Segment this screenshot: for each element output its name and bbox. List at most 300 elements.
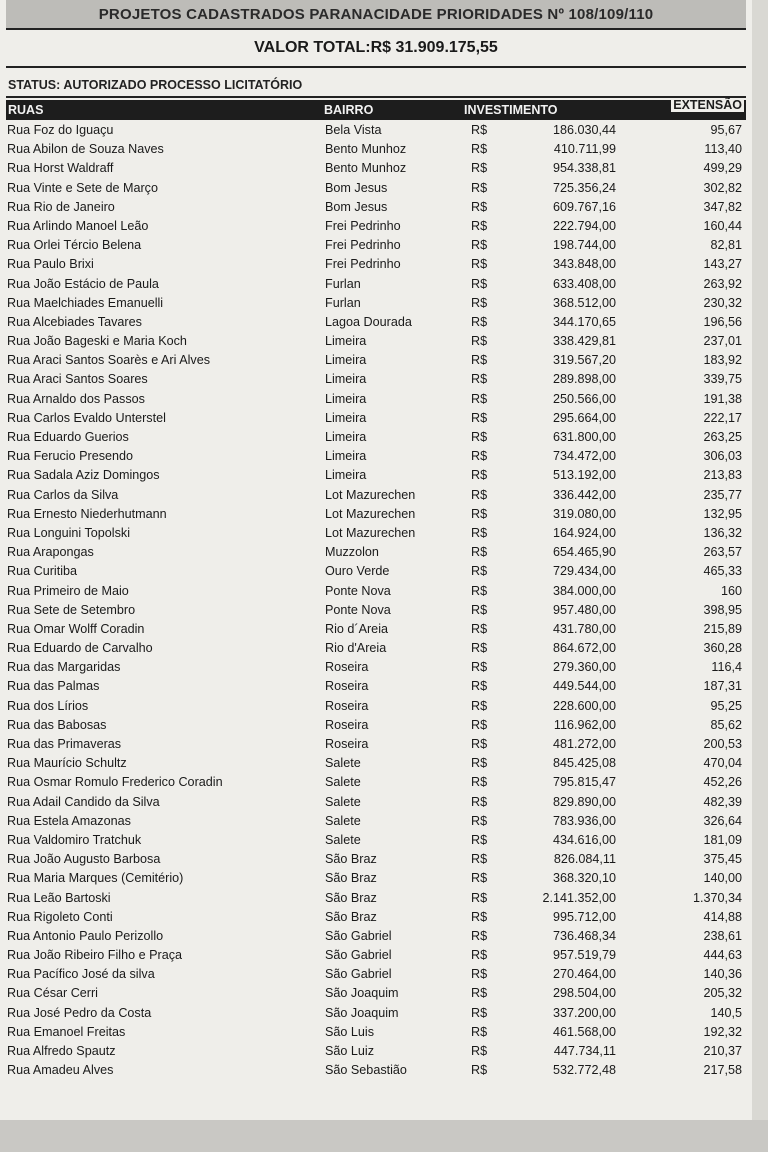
cell-extensao: 230,32 bbox=[703, 295, 742, 310]
cell-investimento: 434.616,00 bbox=[552, 832, 616, 847]
cell-investimento: 447.734,11 bbox=[553, 1044, 616, 1058]
table-row bbox=[0, 831, 752, 850]
table-row bbox=[0, 159, 752, 178]
cell-rua: Rua Arapongas bbox=[7, 545, 94, 560]
cell-investimento: 957.480,00 bbox=[552, 602, 616, 617]
cell-investimento: 270.464,00 bbox=[552, 967, 616, 982]
cell-rua: Rua dos Lírios bbox=[7, 698, 89, 713]
table-row bbox=[0, 697, 752, 716]
table-row bbox=[0, 582, 752, 601]
table-row bbox=[0, 984, 752, 1003]
cell-bairro: Roseira bbox=[325, 679, 369, 694]
cell-rua: Rua Abilon de Souza Naves bbox=[7, 142, 164, 157]
cell-extensao: 160 bbox=[720, 583, 742, 598]
table-row bbox=[0, 332, 752, 351]
cell-investimento: 845.425,08 bbox=[552, 756, 616, 771]
cell-bairro: São Braz bbox=[325, 871, 377, 886]
cell-investimento: 343.848,00 bbox=[552, 257, 616, 272]
cell-investimento: 164.924,00 bbox=[552, 525, 616, 540]
cell-rua: Rua Estela Amazonas bbox=[7, 813, 131, 828]
cell-extensao: 143,27 bbox=[703, 257, 742, 272]
cell-rua: Rua Osmar Romulo Frederico Coradin bbox=[7, 775, 223, 790]
cell-extensao: 136,32 bbox=[703, 525, 742, 540]
background bbox=[0, 1120, 768, 1152]
cell-extensao: 210,37 bbox=[703, 1044, 742, 1058]
cell-investimento: 368.320,10 bbox=[552, 871, 616, 886]
cell-extensao: 470,04 bbox=[703, 756, 742, 771]
total-value: VALOR TOTAL:R$ 31.909.175,55 bbox=[6, 30, 746, 68]
cell-investimento: 344.170,65 bbox=[552, 314, 616, 329]
cell-currency: R$ bbox=[471, 545, 488, 560]
cell-currency: R$ bbox=[471, 852, 488, 867]
cell-extensao: 217,58 bbox=[703, 1063, 742, 1078]
column-header-ruas: RUAS bbox=[8, 103, 44, 117]
cell-bairro: São Joaquim bbox=[325, 986, 399, 1001]
cell-bairro: Rio d'Areia bbox=[325, 641, 387, 656]
cell-investimento: 795.815,47 bbox=[552, 775, 616, 790]
cell-currency: R$ bbox=[471, 928, 488, 943]
cell-investimento: 289.898,00 bbox=[552, 372, 616, 387]
cell-investimento: 279.360,00 bbox=[552, 660, 616, 675]
cell-rua: Rua Carlos da Silva bbox=[7, 487, 119, 502]
cell-bairro: Frei Pedrinho bbox=[325, 257, 401, 272]
cell-investimento: 481.272,00 bbox=[552, 737, 616, 751]
cell-bairro: Salete bbox=[325, 832, 361, 847]
cell-rua: Rua Maelchiades Emanuelli bbox=[7, 295, 164, 310]
column-header-extensao: EXTENSÃO bbox=[673, 98, 742, 112]
cell-extensao: 222,17 bbox=[703, 410, 742, 425]
cell-bairro: Limeira bbox=[325, 353, 367, 368]
table-body bbox=[0, 121, 752, 1080]
table-row bbox=[0, 524, 752, 543]
cell-rua: Rua Leão Bartoski bbox=[7, 890, 111, 905]
cell-extensao: 499,29 bbox=[703, 161, 742, 176]
cell-extensao: 465,33 bbox=[703, 564, 742, 579]
divider bbox=[6, 96, 746, 98]
cell-bairro: Bento Munhoz bbox=[325, 142, 407, 157]
cell-bairro: São Gabriel bbox=[325, 948, 392, 963]
cell-currency: R$ bbox=[471, 717, 488, 732]
table-row bbox=[0, 773, 752, 792]
table-row bbox=[0, 850, 752, 869]
cell-extensao: 375,45 bbox=[703, 852, 742, 867]
cell-investimento: 783.936,00 bbox=[552, 813, 616, 828]
cell-currency: R$ bbox=[471, 410, 488, 425]
cell-extensao: 1.370,34 bbox=[692, 890, 742, 905]
table-row bbox=[0, 754, 752, 773]
cell-investimento: 198.744,00 bbox=[552, 238, 616, 253]
cell-investimento: 319.567,20 bbox=[552, 353, 616, 368]
cell-investimento: 250.566,00 bbox=[552, 391, 616, 406]
cell-extensao: 140,5 bbox=[710, 1005, 742, 1020]
cell-currency: R$ bbox=[471, 391, 488, 406]
cell-investimento: 431.780,00 bbox=[552, 621, 616, 636]
cell-rua: Rua Sete de Setembro bbox=[7, 602, 136, 617]
cell-bairro: Ponte Nova bbox=[325, 583, 391, 598]
table-row bbox=[0, 735, 752, 754]
table-row bbox=[0, 370, 752, 389]
cell-extensao: 302,82 bbox=[703, 180, 742, 195]
cell-rua: Rua Sadala Aziz Domingos bbox=[7, 468, 160, 483]
cell-currency: R$ bbox=[471, 737, 488, 751]
cell-rua: Rua Maria Marques (Cemitério) bbox=[7, 871, 184, 886]
cell-bairro: Salete bbox=[325, 794, 361, 809]
cell-investimento: 826.084,11 bbox=[553, 852, 616, 867]
table-row bbox=[0, 543, 752, 562]
cell-extensao: 237,01 bbox=[703, 334, 742, 349]
cell-bairro: São Luis bbox=[325, 1024, 375, 1039]
cell-currency: R$ bbox=[471, 1005, 488, 1020]
cell-rua: Rua Eduardo Guerios bbox=[7, 430, 129, 444]
cell-investimento: 384.000,00 bbox=[552, 583, 616, 598]
cell-extensao: 140,36 bbox=[703, 967, 742, 982]
table-row bbox=[0, 447, 752, 466]
cell-currency: R$ bbox=[471, 679, 488, 694]
cell-rua: Rua das Palmas bbox=[7, 679, 100, 694]
table-row bbox=[0, 294, 752, 313]
cell-currency: R$ bbox=[471, 948, 488, 963]
cell-currency: R$ bbox=[471, 890, 488, 905]
cell-currency: R$ bbox=[471, 756, 488, 771]
cell-extensao: 339,75 bbox=[703, 372, 742, 387]
table-row bbox=[0, 236, 752, 255]
table-row bbox=[0, 658, 752, 677]
cell-investimento: 449.544,00 bbox=[552, 679, 616, 694]
cell-extensao: 140,00 bbox=[703, 871, 742, 886]
cell-extensao: 263,92 bbox=[703, 276, 742, 291]
cell-currency: R$ bbox=[471, 218, 488, 233]
cell-investimento: 864.672,00 bbox=[552, 641, 616, 656]
cell-rua: Rua Alfredo Spautz bbox=[7, 1044, 116, 1058]
table-header bbox=[6, 100, 746, 120]
cell-bairro: Frei Pedrinho bbox=[325, 238, 401, 253]
table-row bbox=[0, 275, 752, 294]
cell-investimento: 513.192,00 bbox=[552, 468, 616, 483]
cell-investimento: 295.664,00 bbox=[552, 410, 616, 425]
cell-rua: Rua Rio de Janeiro bbox=[7, 199, 115, 214]
cell-bairro: Roseira bbox=[325, 737, 369, 751]
cell-extensao: 181,09 bbox=[703, 832, 742, 847]
cell-rua: Rua Emanoel Freitas bbox=[7, 1024, 126, 1039]
cell-bairro: Salete bbox=[325, 813, 361, 828]
cell-bairro: São Sebastião bbox=[325, 1063, 407, 1078]
cell-bairro: Limeira bbox=[325, 449, 367, 464]
cell-bairro: Rio d´Areia bbox=[325, 621, 388, 636]
cell-extensao: 452,26 bbox=[703, 775, 742, 790]
cell-rua: Rua das Primaveras bbox=[7, 737, 122, 751]
table-row bbox=[0, 677, 752, 696]
cell-bairro: Furlan bbox=[325, 276, 361, 291]
cell-investimento: 829.890,00 bbox=[552, 794, 616, 809]
table-row bbox=[0, 428, 752, 447]
cell-extensao: 238,61 bbox=[703, 928, 742, 943]
table-row bbox=[0, 121, 752, 140]
cell-extensao: 263,57 bbox=[703, 545, 742, 560]
cell-bairro: Lagoa Dourada bbox=[325, 314, 412, 329]
cell-bairro: Lot Mazurechen bbox=[325, 506, 416, 521]
cell-bairro: Bela Vista bbox=[325, 123, 382, 137]
table-row bbox=[0, 562, 752, 581]
cell-extensao: 191,38 bbox=[703, 391, 742, 406]
cell-extensao: 132,95 bbox=[703, 506, 742, 521]
cell-investimento: 734.472,00 bbox=[552, 449, 616, 464]
column-header-investimento: INVESTIMENTO bbox=[464, 103, 558, 117]
cell-bairro: Muzzolon bbox=[325, 545, 379, 560]
cell-rua: Rua Carlos Evaldo Unterstel bbox=[7, 410, 166, 425]
cell-rua: Rua Amadeu Alves bbox=[7, 1063, 114, 1078]
table-row bbox=[0, 1023, 752, 1042]
cell-rua: Rua João Augusto Barbosa bbox=[7, 852, 161, 867]
cell-bairro: Salete bbox=[325, 775, 361, 790]
table-row bbox=[0, 466, 752, 485]
cell-rua: Rua Eduardo de Carvalho bbox=[7, 641, 153, 656]
cell-extensao: 95,25 bbox=[710, 698, 742, 713]
cell-rua: Rua Adail Candido da Silva bbox=[7, 794, 160, 809]
cell-currency: R$ bbox=[471, 813, 488, 828]
cell-extensao: 213,83 bbox=[703, 468, 742, 483]
table-row bbox=[0, 812, 752, 831]
table-row bbox=[0, 409, 752, 428]
cell-rua: Rua César Cerri bbox=[7, 986, 98, 1001]
table-row bbox=[0, 965, 752, 984]
cell-currency: R$ bbox=[471, 123, 488, 137]
cell-investimento: 338.429,81 bbox=[552, 334, 616, 349]
cell-investimento: 228.600,00 bbox=[552, 698, 616, 713]
cell-investimento: 954.338,81 bbox=[552, 161, 616, 176]
cell-currency: R$ bbox=[471, 468, 488, 483]
cell-rua: Rua João Bageski e Maria Koch bbox=[7, 334, 187, 349]
cell-bairro: Bom Jesus bbox=[325, 199, 388, 214]
cell-extensao: 160,44 bbox=[703, 218, 742, 233]
table-row bbox=[0, 313, 752, 332]
cell-extensao: 187,31 bbox=[703, 679, 742, 694]
cell-currency: R$ bbox=[471, 583, 488, 598]
cell-extensao: 205,32 bbox=[703, 986, 742, 1001]
table-row bbox=[0, 140, 752, 159]
cell-rua: Rua Valdomiro Tratchuk bbox=[7, 832, 142, 847]
cell-rua: Rua Maurício Schultz bbox=[7, 756, 127, 771]
document-title: PROJETOS CADASTRADOS PARANACIDADE PRIORIDADES Nº 108/109/110 bbox=[6, 0, 746, 30]
cell-bairro: Frei Pedrinho bbox=[325, 218, 401, 233]
cell-investimento: 532.772,48 bbox=[552, 1063, 616, 1078]
cell-bairro: São Joaquim bbox=[325, 1005, 399, 1020]
cell-investimento: 298.504,00 bbox=[552, 986, 616, 1001]
cell-bairro: Roseira bbox=[325, 717, 369, 732]
cell-extensao: 398,95 bbox=[703, 602, 742, 617]
cell-rua: Rua Arnaldo dos Passos bbox=[7, 391, 145, 406]
table-row bbox=[0, 889, 752, 908]
cell-extensao: 444,63 bbox=[703, 948, 742, 963]
cell-currency: R$ bbox=[471, 161, 488, 176]
status-label: STATUS: AUTORIZADO PROCESSO LICITATÓRIO bbox=[8, 78, 303, 92]
cell-rua: Rua Horst Waldraff bbox=[7, 161, 114, 176]
cell-bairro: São Braz bbox=[325, 909, 377, 924]
cell-currency: R$ bbox=[471, 525, 488, 540]
cell-bairro: Limeira bbox=[325, 410, 367, 425]
cell-investimento: 319.080,00 bbox=[552, 506, 616, 521]
cell-rua: Rua Ernesto Niederhutmann bbox=[7, 506, 167, 521]
cell-extensao: 215,89 bbox=[703, 621, 742, 636]
cell-currency: R$ bbox=[471, 660, 488, 675]
table-row bbox=[0, 1042, 752, 1061]
cell-currency: R$ bbox=[471, 180, 488, 195]
cell-extensao: 85,62 bbox=[710, 717, 742, 732]
cell-rua: Rua Curitiba bbox=[7, 564, 77, 579]
table-row bbox=[0, 716, 752, 735]
cell-currency: R$ bbox=[471, 794, 488, 809]
cell-rua: Rua Araci Santos Soarès e Ari Alves bbox=[7, 353, 211, 368]
cell-bairro: Limeira bbox=[325, 468, 367, 483]
table-row bbox=[0, 1004, 752, 1023]
cell-rua: Rua das Margaridas bbox=[7, 660, 121, 675]
cell-currency: R$ bbox=[471, 506, 488, 521]
cell-extensao: 113,40 bbox=[704, 142, 742, 157]
table-row bbox=[0, 639, 752, 658]
table-row bbox=[0, 869, 752, 888]
table-row bbox=[0, 927, 752, 946]
table-row bbox=[0, 198, 752, 217]
cell-extensao: 235,77 bbox=[703, 487, 742, 502]
cell-investimento: 2.141.352,00 bbox=[542, 890, 616, 905]
cell-rua: Rua Arlindo Manoel Leão bbox=[7, 218, 149, 233]
cell-currency: R$ bbox=[471, 257, 488, 272]
cell-extensao: 192,32 bbox=[703, 1024, 742, 1039]
cell-bairro: São Luiz bbox=[325, 1044, 375, 1058]
cell-currency: R$ bbox=[471, 621, 488, 636]
cell-investimento: 729.434,00 bbox=[552, 564, 616, 579]
cell-investimento: 410.711,99 bbox=[553, 142, 616, 157]
table-row bbox=[0, 255, 752, 274]
table-row bbox=[0, 351, 752, 370]
cell-rua: Rua Orlei Tércio Belena bbox=[7, 238, 142, 253]
table-row bbox=[0, 1061, 752, 1080]
cell-currency: R$ bbox=[471, 199, 488, 214]
cell-investimento: 609.767,16 bbox=[552, 199, 616, 214]
cell-rua: Rua Antonio Paulo Perizollo bbox=[7, 928, 164, 943]
cell-bairro: Ponte Nova bbox=[325, 602, 391, 617]
cell-currency: R$ bbox=[471, 602, 488, 617]
cell-investimento: 654.465,90 bbox=[552, 545, 616, 560]
table-row bbox=[0, 217, 752, 236]
cell-bairro: Roseira bbox=[325, 660, 369, 675]
cell-bairro: Ouro Verde bbox=[325, 564, 390, 579]
cell-currency: R$ bbox=[471, 986, 488, 1001]
cell-currency: R$ bbox=[471, 641, 488, 656]
cell-currency: R$ bbox=[471, 487, 488, 502]
cell-currency: R$ bbox=[471, 832, 488, 847]
cell-investimento: 995.712,00 bbox=[552, 909, 616, 924]
cell-extensao: 200,53 bbox=[703, 737, 742, 751]
cell-rua: Rua Primeiro de Maio bbox=[7, 583, 129, 598]
cell-currency: R$ bbox=[471, 142, 488, 157]
cell-currency: R$ bbox=[471, 1044, 488, 1058]
cell-rua: Rua Paulo Brixi bbox=[7, 257, 94, 272]
cell-rua: Rua José Pedro da Costa bbox=[7, 1005, 152, 1020]
cell-currency: R$ bbox=[471, 353, 488, 368]
cell-extensao: 263,25 bbox=[703, 430, 742, 444]
cell-investimento: 725.356,24 bbox=[552, 180, 616, 195]
cell-bairro: São Gabriel bbox=[325, 967, 392, 982]
cell-bairro: Limeira bbox=[325, 391, 367, 406]
table-row bbox=[0, 908, 752, 927]
cell-bairro: Lot Mazurechen bbox=[325, 525, 416, 540]
cell-extensao: 306,03 bbox=[703, 449, 742, 464]
cell-rua: Rua Ferucio Presendo bbox=[7, 449, 134, 464]
cell-extensao: 482,39 bbox=[703, 794, 742, 809]
cell-rua: Rua João Estácio de Paula bbox=[7, 276, 159, 291]
cell-currency: R$ bbox=[471, 775, 488, 790]
table-row bbox=[0, 946, 752, 965]
cell-bairro: Limeira bbox=[325, 372, 367, 387]
cell-currency: R$ bbox=[471, 334, 488, 349]
cell-currency: R$ bbox=[471, 1063, 488, 1078]
cell-rua: Rua Longuini Topolski bbox=[7, 525, 130, 540]
table-row bbox=[0, 620, 752, 639]
cell-rua: Rua Vinte e Sete de Março bbox=[7, 180, 158, 195]
cell-investimento: 736.468,34 bbox=[552, 928, 616, 943]
cell-investimento: 222.794,00 bbox=[552, 218, 616, 233]
cell-bairro: Roseira bbox=[325, 698, 369, 713]
cell-bairro: Salete bbox=[325, 756, 361, 771]
cell-investimento: 368.512,00 bbox=[552, 295, 616, 310]
cell-currency: R$ bbox=[471, 1024, 488, 1039]
cell-investimento: 631.800,00 bbox=[552, 430, 616, 444]
cell-bairro: Furlan bbox=[325, 295, 361, 310]
cell-extensao: 414,88 bbox=[703, 909, 742, 924]
cell-bairro: Lot Mazurechen bbox=[325, 487, 416, 502]
table-row bbox=[0, 793, 752, 812]
column-header-bairro: BAIRRO bbox=[324, 103, 374, 117]
cell-currency: R$ bbox=[471, 909, 488, 924]
cell-bairro: Limeira bbox=[325, 430, 367, 444]
cell-rua: Rua Araci Santos Soares bbox=[7, 372, 148, 387]
cell-rua: Rua Rigoleto Conti bbox=[7, 909, 113, 924]
cell-extensao: 95,67 bbox=[710, 123, 742, 137]
cell-currency: R$ bbox=[471, 564, 488, 579]
cell-bairro: São Gabriel bbox=[325, 928, 392, 943]
cell-investimento: 337.200,00 bbox=[552, 1005, 616, 1020]
cell-currency: R$ bbox=[471, 276, 488, 291]
cell-extensao: 82,81 bbox=[710, 238, 742, 253]
cell-extensao: 196,56 bbox=[703, 314, 742, 329]
table-row bbox=[0, 505, 752, 524]
cell-currency: R$ bbox=[471, 967, 488, 982]
cell-currency: R$ bbox=[471, 430, 488, 444]
cell-currency: R$ bbox=[471, 238, 488, 253]
cell-investimento: 336.442,00 bbox=[552, 487, 616, 502]
cell-currency: R$ bbox=[471, 372, 488, 387]
cell-bairro: Bom Jesus bbox=[325, 180, 388, 195]
cell-extensao: 347,82 bbox=[703, 199, 742, 214]
cell-extensao: 360,28 bbox=[703, 641, 742, 656]
table-row bbox=[0, 390, 752, 409]
cell-currency: R$ bbox=[471, 314, 488, 329]
cell-currency: R$ bbox=[471, 295, 488, 310]
cell-bairro: São Braz bbox=[325, 852, 377, 867]
cell-currency: R$ bbox=[471, 871, 488, 886]
cell-investimento: 186.030,44 bbox=[552, 123, 616, 137]
cell-investimento: 116.962,00 bbox=[553, 717, 616, 732]
cell-rua: Rua Foz do Iguaçu bbox=[7, 123, 114, 137]
cell-bairro: Limeira bbox=[325, 334, 367, 349]
cell-rua: Rua João Ribeiro Filho e Praça bbox=[7, 948, 183, 963]
cell-extensao: 116,4 bbox=[711, 660, 742, 675]
cell-rua: Rua Alcebiades Tavares bbox=[7, 314, 142, 329]
cell-currency: R$ bbox=[471, 449, 488, 464]
table-row bbox=[0, 179, 752, 198]
cell-bairro: São Braz bbox=[325, 890, 377, 905]
cell-rua: Rua das Babosas bbox=[7, 717, 107, 732]
